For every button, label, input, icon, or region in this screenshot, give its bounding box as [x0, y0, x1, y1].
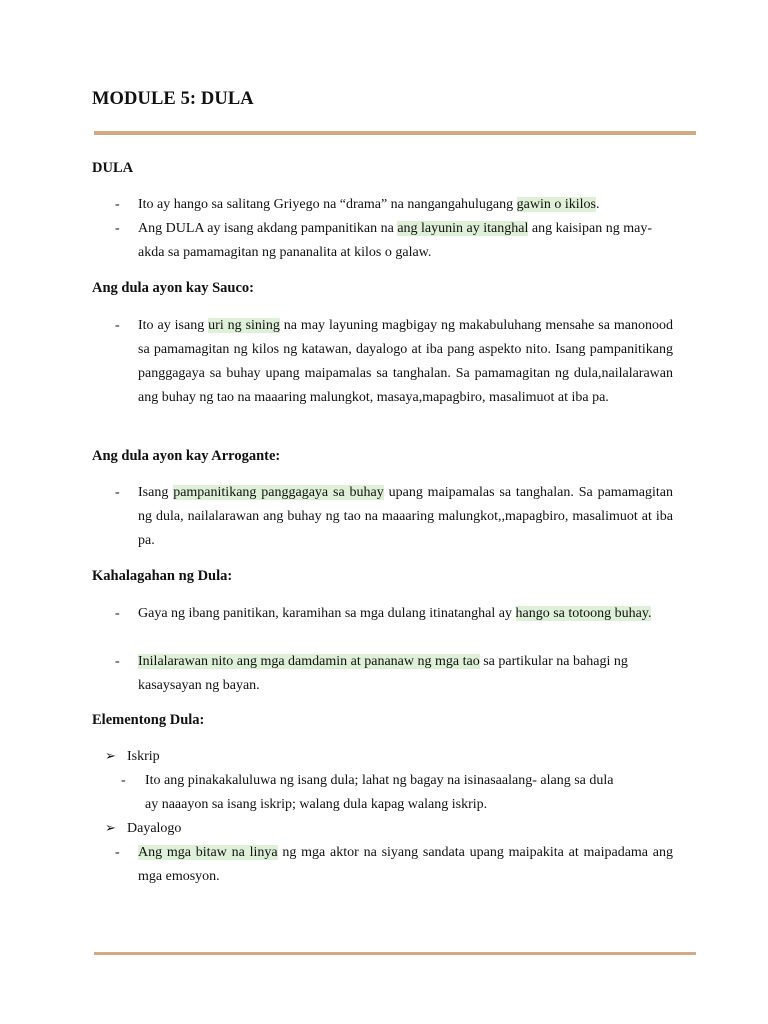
bullet-dash: -: [115, 197, 120, 212]
list-item: Isang pampanitikang panggagaya sa buhay upang maipamalas sa tanghalan. Sa pamamagitan ng dula, nailalarawan ang buhay ng tao na maaaring malungkot,,mapagbiro, masalimuot at iba pa.: [138, 485, 674, 548]
highlighted-text: Ang mga bitaw na linya: [138, 845, 278, 860]
element-label: Dayalogo: [127, 821, 182, 836]
highlighted-text: Inilalarawan nito ang mga damdamin at pananaw ng mga tao: [138, 654, 480, 669]
section-heading-kahalagahan: Kahalagahan ng Dula:: [92, 568, 233, 584]
bullet-dash: -: [115, 654, 120, 669]
arrow-bullet-icon: ➢: [105, 821, 116, 836]
section-heading-dula: DULA: [92, 160, 134, 176]
highlighted-text: ang layunin ay itanghal: [397, 221, 529, 236]
element-label: Iskrip: [127, 749, 160, 764]
arrow-bullet-icon: ➢: [105, 749, 116, 764]
bottom-divider: [94, 952, 696, 955]
bullet-dash: -: [115, 221, 120, 236]
highlighted-text: pampanitikang panggagaya sa buhay: [173, 485, 384, 500]
list-item: Inilalarawan nito ang mga damdamin at pananaw ng mga tao sa partikular na bahagi ng kasaysayan ng bayan.: [138, 654, 628, 693]
top-divider: [94, 131, 696, 135]
section-heading-arrogante: Ang dula ayon kay Arrogante:: [92, 448, 281, 464]
section-heading-sauco: Ang dula ayon kay Sauco:: [92, 280, 254, 296]
page-title: MODULE 5: DULA: [92, 89, 254, 109]
list-item: Gaya ng ibang panitikan, karamihan sa mga dulang itinatanghal ay hango sa totoong buhay.: [138, 606, 652, 621]
list-item: Ang mga bitaw na linya ng mga aktor na siyang sandata upang maipakita at maipadama ang mga emosyon.: [138, 845, 673, 884]
highlighted-text: hango sa totoong buhay.: [515, 606, 652, 621]
list-item: Ito ay isang uri ng sining na may layuning magbigay ng makabuluhang mensahe sa manonood sa pamamagitan ng kilos ng katawan, dayalogo at iba pang aspekto nito. Isang pampanitikang panggagaya sa buhay upang maipamalas sa tanghalan. Sa pamamagitan ng dula,nailalarawan ang buhay ng tao na maaaring malungkot, masaya,mapagbiro, masalimuot at iba pa.: [138, 318, 673, 405]
highlighted-text: uri ng sining: [208, 318, 280, 333]
highlighted-text: gawin o ikilos: [516, 197, 596, 212]
list-item: Ang DULA ay isang akdang pampanitikan na ang layunin ay itanghal ang kaisipan ng may-akda sa pamamagitan ng pananalita at kilos o galaw.: [138, 221, 652, 260]
bullet-dash: -: [121, 773, 126, 788]
section-heading-elementong: Elementong Dula:: [92, 712, 205, 728]
bullet-dash: -: [115, 845, 120, 860]
bullet-dash: -: [115, 318, 120, 333]
list-item: Ito ang pinakakaluluwa ng isang dula; lahat ng bagay na isinasaalang- alang sa dula ay naaayon sa isang iskrip; walang dula kapag walang iskrip.: [145, 773, 614, 812]
bullet-dash: -: [115, 485, 120, 500]
bullet-dash: -: [115, 606, 120, 621]
list-item: Ito ay hango sa salitang Griyego na “drama” na nangangahulugang gawin o ikilos.: [138, 197, 600, 212]
